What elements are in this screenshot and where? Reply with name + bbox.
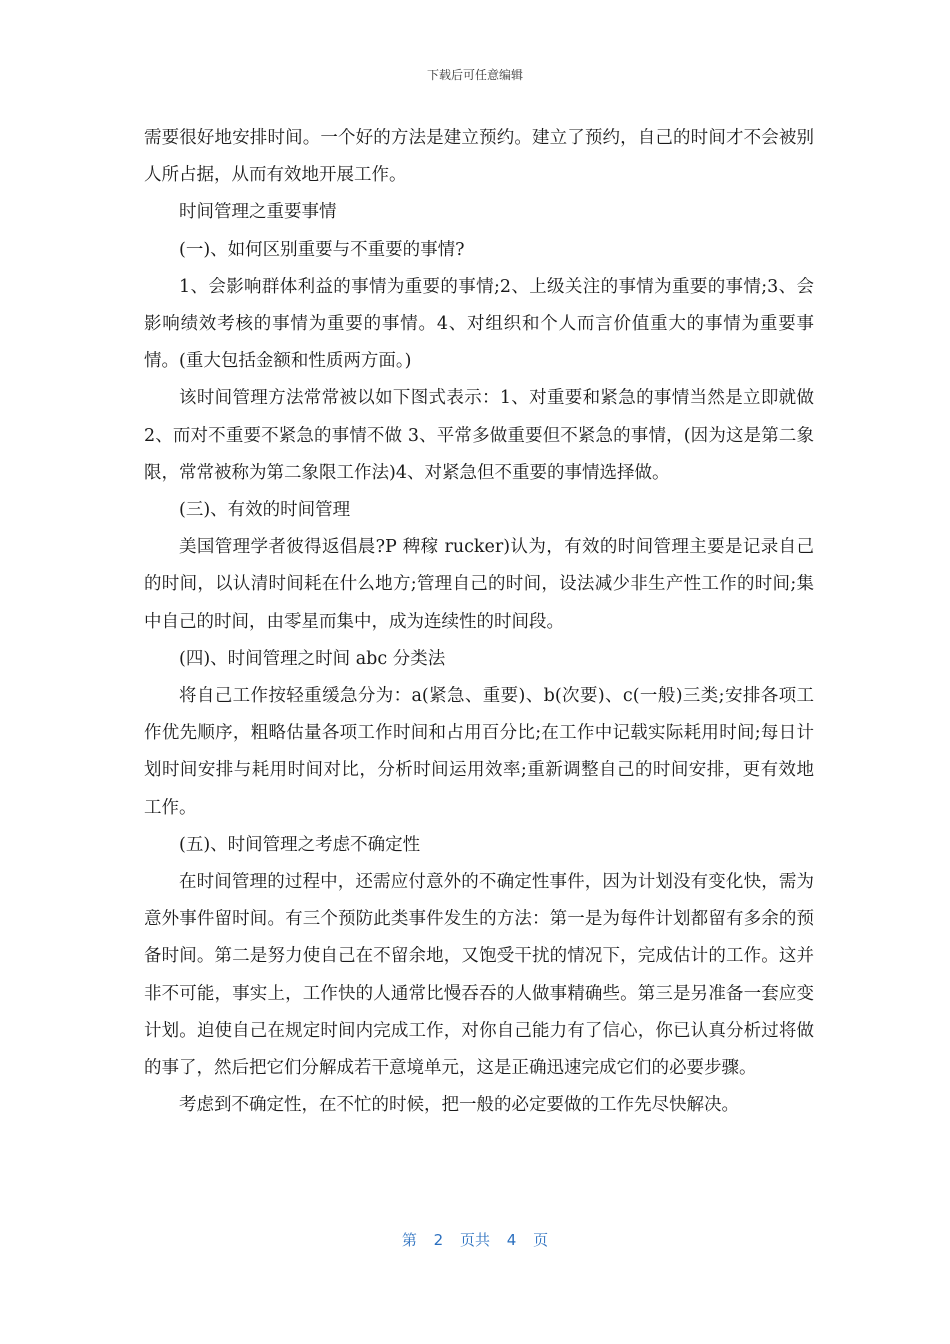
footer-suffix: 页 xyxy=(533,1231,549,1249)
section-heading: (五)、时间管理之考虑不确定性 xyxy=(179,834,421,855)
page-header: 下载后可任意编辑 xyxy=(426,68,523,82)
section-heading: (三)、有效的时间管理 xyxy=(179,500,351,521)
total-page-count: 4 xyxy=(506,1231,517,1249)
paragraph: 1、会影响群体利益的事情为重要的事情;2、上级关注的事情为重要的事情;3、会影响绩效考核的事情为重要的事情。4、对组织和个人而言价值重大的事情为重要事情。(重大包括金额和性质两方面。) xyxy=(144,276,814,372)
section-heading: 时间管理之重要事情 xyxy=(179,202,337,223)
footer-prefix: 第 xyxy=(401,1231,417,1249)
paragraph: 考虑到不确定性，在不忙的时候，把一般的必定要做的工作先尽快解决。 xyxy=(179,1095,739,1116)
section-heading: (四)、时间管理之时间 abc 分类法 xyxy=(179,648,446,669)
paragraph: 在时间管理的过程中，还需应付意外的不确定性事件，因为计划没有变化快，需为意外事件留时间。有三个预防此类事件发生的方法：第一是为每件计划都留有多余的预备时间。第二是努力使自己在不留余地，又饱受干扰的情况下，完成估计的工作。这并非不可能，事实上，工作快的人通常比慢吞吞的人做事精确些。第三是另准备一套应变计划。迫使自己在规定时间内完成工作，对你自己能力有了信心，你已认真分析过将做的事了，然后把它们分解成若干意境单元，这是正确迅速完成它们的必要步骤。 xyxy=(144,872,814,1079)
page-footer xyxy=(0,1229,950,1250)
paragraph: 将自己工作按轻重缓急分为：a(紧急、重要)、b(次要)、c(一般)三类;安排各项工作优先顺序，粗略估量各项工作时间和占用百分比;在工作中记载实际耗用时间;每日计划时间安排与耗用时间对比，分析时间运用效率;重新调整自己的时间安排，更有效地工作。 xyxy=(144,686,814,818)
document-body xyxy=(144,120,814,1124)
paragraph: 需要很好地安排时间。一个好的方法是建立预约。建立了预约，自己的时间才不会被别人所占据，从而有效地开展工作。 xyxy=(144,128,814,186)
footer-middle: 页共 xyxy=(459,1231,490,1249)
section-heading: (一)、如何区别重要与不重要的事情? xyxy=(179,239,465,260)
paragraph: 美国管理学者彼得返倡晨?P 稗稼 rucker)认为，有效的时间管理主要是记录自己的时间，以认清时间耗在什么地方;管理自己的时间，设法减少非生产性工作的时间;集中自己的时间，由零星而集中，成为连续性的时间段。 xyxy=(144,537,814,632)
current-page-number: 2 xyxy=(433,1231,444,1249)
paragraph: 该时间管理方法常常被以如下图式表示：1、对重要和紧急的事情当然是立即就做 2、而对不重要不紧急的事情不做 3、平常多做重要但不紧急的事情，(因为这是第二象限，常常被称为第二象限工作法)4、对紧急但不重要的事情选择做。 xyxy=(144,388,814,483)
